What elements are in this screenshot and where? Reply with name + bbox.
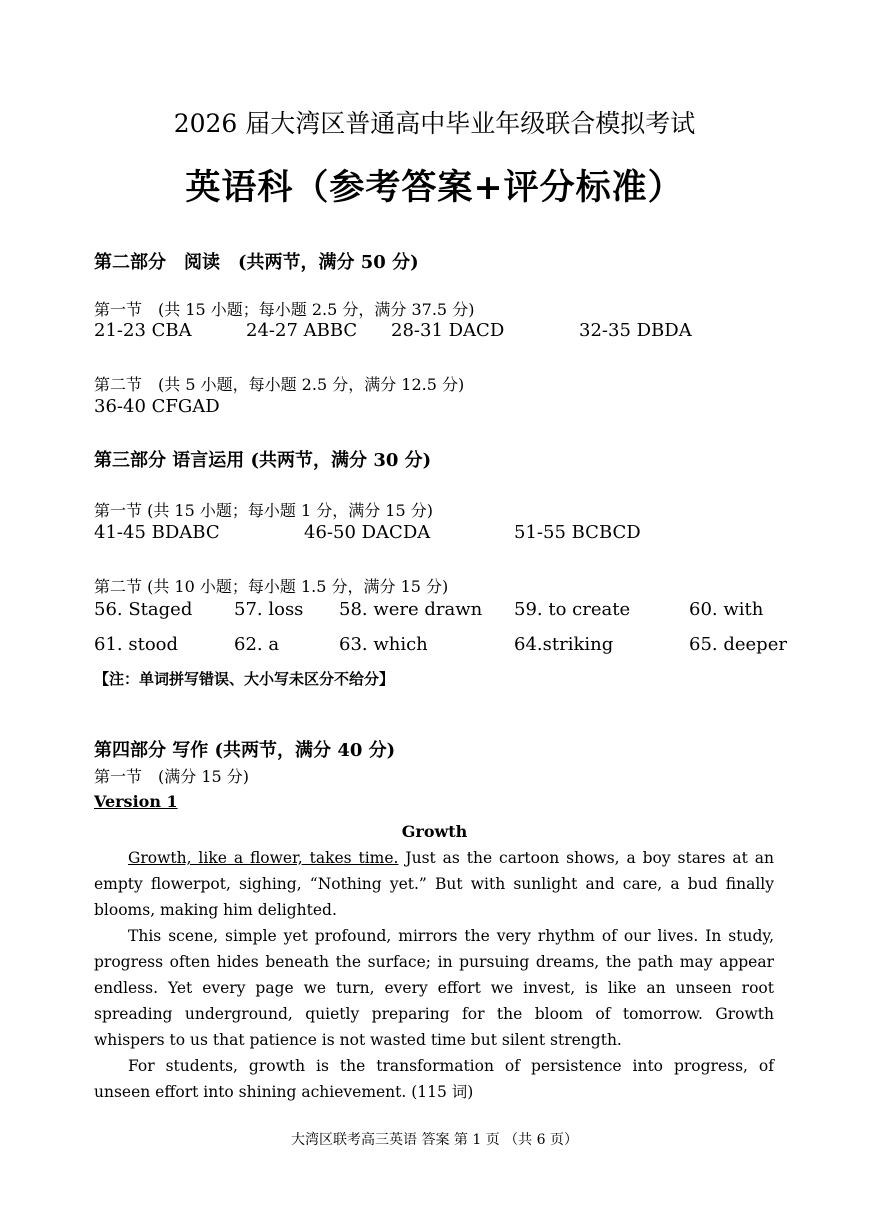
answer-62: 62. a [234,634,280,655]
answer-32-35: 32-35 DBDA [579,320,692,341]
answer-41-45: 41-45 BDABC [94,522,220,543]
exam-title: 2026 届大湾区普通高中毕业年级联合模拟考试 [173,109,696,138]
part3-heading: 第三部分 语言运用 (共两节，满分 30 分) [94,450,432,471]
answer-63: 63. which [339,634,428,655]
answer-56: 56. Staged [94,599,193,620]
essay-topic-sentence: Growth, like a flower, takes time. [128,849,399,867]
answer-21-23: 21-23 CBA [94,320,192,341]
essay-paragraph-1 [94,845,774,923]
grading-note: 【注：单词拼写错误、大小写未区分不给分】 [94,670,395,688]
answer-46-50: 46-50 DACDA [304,522,431,543]
version-label: Version 1 [94,792,178,811]
subject-title: 英语科（参考答案+评分标准） [185,167,684,208]
answer-57: 57. loss [234,599,304,620]
part2-sec1-heading: 第一节 (共 15 小题；每小题 2.5 分，满分 37.5 分) [94,300,475,319]
model-essay [94,845,774,1105]
answer-65: 65. deeper [689,634,787,655]
essay-title: Growth [401,822,468,841]
page-footer: 大湾区联考高三英语 答案 第 1 页 （共 6 页） [291,1132,578,1148]
answer-28-31: 28-31 DACD [391,320,505,341]
part3-sec2-heading: 第二节 (共 10 小题；每小题 1.5 分，满分 15 分) [94,577,449,596]
essay-paragraph-1-rest: Just as the cartoon shows, a boy stares at an empty flowerpot, sighing, “Nothing yet.” But with sunlight and care, a bud finally blooms, making him delighted. [94,849,774,919]
answer-59: 59. to create [514,599,631,620]
part4-sec1-heading: 第一节 (满分 15 分) [94,767,250,786]
answer-51-55: 51-55 BCBCD [514,522,641,543]
part4-heading: 第四部分 写作 (共两节，满分 40 分) [94,740,396,761]
answer-24-27: 24-27 ABBC [246,320,358,341]
answer-61: 61. stood [94,634,179,655]
answer-58: 58. were drawn [339,599,483,620]
part2-heading: 第二部分 阅读 (共两节，满分 50 分) [94,252,419,273]
part2-sec2-heading: 第二节 (共 5 小题，每小题 2.5 分，满分 12.5 分) [94,375,465,394]
part3-sec1-heading: 第一节 (共 15 小题；每小题 1 分，满分 15 分) [94,501,433,520]
answer-36-40: 36-40 CFGAD [94,396,220,417]
essay-paragraph-3: For students, growth is the transformation of persistence into progress, of unseen effort into shining achievement. (115 词) [94,1057,774,1101]
essay-paragraph-2: This scene, simple yet profound, mirrors the very rhythm of our lives. In study, progress often hides beneath the surface; in pursuing dreams, the path may appear endless. Yet every page we turn, every effort we invest, is like an unseen root spreading underground, quietly preparing for the bloom of tomorrow. Growth whispers to us that patience is not wasted time but silent strength. [94,927,774,1049]
answer-60: 60. with [689,599,764,620]
answer-64: 64.striking [514,634,614,655]
